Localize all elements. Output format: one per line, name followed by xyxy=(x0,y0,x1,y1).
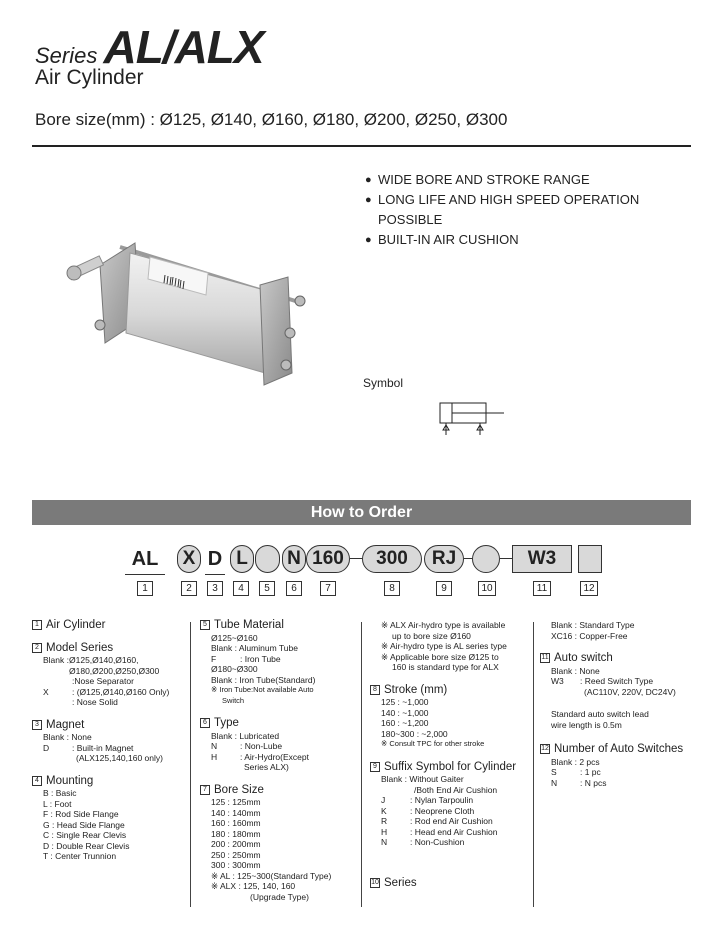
air-cylinder-image xyxy=(60,225,310,400)
code-number: 4 xyxy=(233,581,249,596)
list-item: 125 : ~1,000 xyxy=(381,697,429,707)
list-item: G : Head Side Flange xyxy=(43,819,125,830)
list-item: 125 : 125mm xyxy=(211,797,261,807)
list-item: 140 : 140mm xyxy=(211,807,261,818)
section-mounting: 4 Mounting B : Basic L : Foot F : Rod Side Flange G : Head Side Flange C : Single Rear Clevis D : Double Rear Clevis T : Center Trunnion xyxy=(32,776,186,862)
list-item: L : Foot xyxy=(43,798,72,809)
list-item: 180~300 : ~2,000 xyxy=(381,728,448,739)
list-item: B : Basic xyxy=(43,788,77,798)
list-item: 200 : 200mm xyxy=(211,839,261,849)
section-magnet: 3 Magnet Blank : None D : Built-in Magnet (ALX125,140,160 only) xyxy=(32,720,186,764)
list-item: 140 : ~1,000 xyxy=(381,707,429,718)
code-bore: 160 xyxy=(306,545,350,573)
page-title: Air Cylinder xyxy=(35,66,144,89)
list-item: C : Single Rear Clevis xyxy=(43,830,127,840)
code-number: 7 xyxy=(320,581,336,596)
section-series: 10 Series xyxy=(371,876,417,889)
code-number: 6 xyxy=(286,581,302,596)
list-item: 300 : 300mm xyxy=(211,860,261,870)
feature-item: ● LONG LIFE AND HIGH SPEED OPERATION POSSIBLE xyxy=(365,190,675,230)
list-item: 160 : 160mm xyxy=(211,818,261,828)
list-item: J : Nylan Tarpoulin xyxy=(381,795,474,805)
code-number: 5 xyxy=(259,581,275,596)
code-number: 11 xyxy=(533,581,551,596)
series-name: AL/ALX xyxy=(103,21,264,73)
options-column-4 xyxy=(540,620,700,800)
list-item: F : Rod Side Flange xyxy=(43,809,119,819)
series-notes: ※ ALX Air-hydro type is available up to bore size Ø160 ※ Air-hydro type is AL series type ※ Applicable bore size Ø125 to 160 is standard type for ALX xyxy=(381,620,507,672)
section-auto-switch-count: 12 Number of Auto Switches Blank : 2 pcs S : 1 pc N : N pcs xyxy=(541,743,684,788)
series-prefix: Series xyxy=(35,43,98,68)
list-item: R : Rod end Air Cushion xyxy=(381,816,493,826)
feature-list xyxy=(365,170,675,250)
series-options: Blank : Standard Type XC16 : Copper-Free xyxy=(551,620,635,641)
code-series-blank xyxy=(472,545,500,573)
column-divider xyxy=(533,622,534,907)
code-x: X xyxy=(177,545,201,573)
options-column-3 xyxy=(370,620,530,900)
section-tube-material: 5 Tube Material Ø125~Ø160 Blank : Aluminum Tube F : Iron Tube Ø180~Ø300 Blank : Iron Tube(Standard) ※ Iron Tube:Not available Auto Switch xyxy=(200,620,358,706)
code-d: D xyxy=(207,548,223,570)
list-item: D : Double Rear Clevis xyxy=(43,840,130,851)
feature-item: ● WIDE BORE AND STROKE RANGE xyxy=(365,170,675,190)
cylinder-symbol xyxy=(438,397,506,439)
list-item: 250 : 250mm xyxy=(211,849,261,860)
section-air-cylinder: 1 Air Cylinder xyxy=(32,620,186,631)
code-l: L xyxy=(230,545,254,573)
column-divider xyxy=(190,622,191,907)
list-item: H : Head end Air Cushion xyxy=(381,826,498,837)
code-number: 12 xyxy=(580,581,598,596)
code-number: 1 xyxy=(137,581,153,596)
code-number: 10 xyxy=(478,581,496,596)
code-n: N xyxy=(282,545,306,573)
how-to-order-heading: How to Order xyxy=(32,500,691,525)
code-tube-blank xyxy=(255,545,280,573)
section-auto-switch: 11 Auto switch Blank : None W3 : Reed Switch Type (AC110V, 220V, DC24V) Standard auto switch lead wire length is 0.5m xyxy=(541,652,676,730)
code-number: 9 xyxy=(436,581,452,596)
section-bore-size: 7 Bore Size 125 : 125mm 140 : 140mm 160 : 160mm 180 : 180mm 200 : 200mm 250 : 250mm 300 : 300mm ※ AL : 125~300(Standard Type) ※ ALX : 125, 140, 160 (Upgrade Type) xyxy=(200,785,358,903)
code-switch-count xyxy=(578,545,602,573)
section-suffix-symbol: 9 Suffix Symbol for Cylinder Blank : Without Gaiter /Both End Air Cushion J : Nylan Tarpoulin K : Neoprene Cloth R : Rod end Air Cushion H : Head end Air Cushion N : Non-Cushion xyxy=(370,762,530,848)
order-code xyxy=(0,541,703,601)
section-type: 6 Type Blank : Lubricated N : Non-Lube H : Air-Hydro(Except Series ALX) xyxy=(200,718,358,773)
bore-sizes: Bore size(mm) : Ø125, Ø140, Ø160, Ø180, Ø200, Ø250, Ø300 xyxy=(35,110,508,129)
feature-item: ● BUILT-IN AIR CUSHION xyxy=(365,230,675,250)
code-al: AL xyxy=(131,548,159,570)
list-item: K : Neoprene Cloth xyxy=(381,805,475,816)
symbol-label: Symbol xyxy=(363,376,404,390)
list-item: T : Center Trunnion xyxy=(43,851,117,861)
list-item: N : Non-Cushion xyxy=(381,837,465,847)
list-item: 180 : 180mm xyxy=(211,828,261,839)
section-model-series: 2 Model Series Blank : Ø125,Ø140,Ø160, Ø180,Ø200,Ø250,Ø300 :Nose Separator X : (Ø125,Ø140,Ø160 Only) : Nose Solid xyxy=(32,643,186,708)
list-item: 160 : ~1,200 xyxy=(381,718,429,728)
code-number: 8 xyxy=(384,581,400,596)
section-stroke: 8 Stroke (mm) 125 : ~1,000 140 : ~1,000 160 : ~1,200 180~300 : ~2,000 ※ Consult TPC for other stroke xyxy=(370,685,530,750)
code-number: 2 xyxy=(181,581,197,596)
code-stroke: 300 xyxy=(362,545,422,573)
code-suffix: RJ xyxy=(424,545,464,573)
options-column-1 xyxy=(32,620,186,874)
code-number: 3 xyxy=(207,581,223,596)
code-auto-switch: W3 xyxy=(512,545,572,573)
options-column-2 xyxy=(200,620,358,914)
header-divider xyxy=(32,145,691,147)
column-divider xyxy=(361,622,362,907)
